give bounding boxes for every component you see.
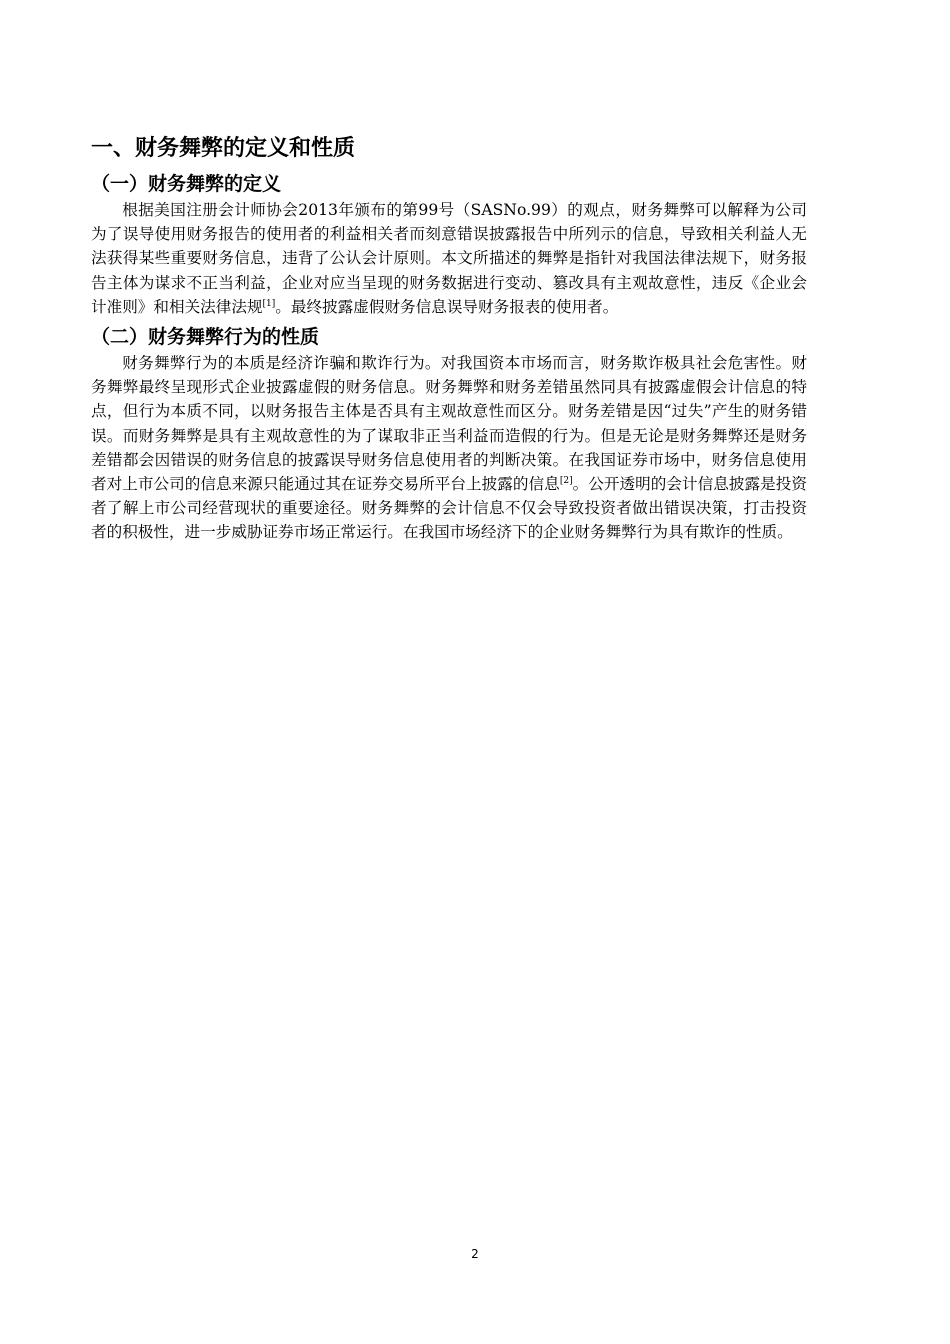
citation-2: [2] (559, 476, 573, 487)
paragraph-nature-tail: 。公开透明的会计信息披露是投资者了解上市公司经营现状的重要途径。财务舞弊的会计信息不仅会导致投资者做出错误决策，打击投资者的积极性，进一步威胁证券市场正常运行。在我国市场经济下的企业财务舞弊行为具有欺诈的性质。 (91, 475, 807, 542)
section-heading-nature: （二）财务舞弊行为的性质 (91, 326, 320, 349)
paragraph-definition-text: 根据美国注册会计师协会2013年颁布的第99号（SASNo.99）的观点，财务舞弊可以解释为公司为了误导使用财务报告的使用者的利益相关者而刻意错误披露报告中所列示的信息，导致相关利益人无法获得某些重要财务信息，违背了公认会计原则。本文所描述的舞弊是指针对我国法律法规下，财务报告主体为谋求不正当利益，企业对应当呈现的财务数据进行变动、篡改具有主观故意性，违反《企业会计准则》和相关法律法规 (91, 201, 807, 316)
chapter-heading: 一、财务舞弊的定义和性质 (91, 136, 356, 161)
citation-1: [1] (262, 298, 276, 309)
document-body (91, 132, 807, 545)
section-heading-definition: （一）财务舞弊的定义 (91, 173, 282, 195)
paragraph-definition (91, 198, 807, 319)
page-number: 2 (471, 1247, 479, 1261)
paragraph-nature-text: 财务舞弊行为的本质是经济诈骗和欺诈行为。对我国资本市场而言，财务欺诈极具社会危害性。财务舞弊最终呈现形式企业披露虚假的财务信息。财务舞弊和财务差错虽然同具有披露虚假会计信息的特点，但行为本质不同，以财务报告主体是否具有主观故意性而区分。财务差错是因“过失”产生的财务错误。而财务舞弊是具有主观故意性的为了谋取非正当利益而造假的行为。但是无论是财务舞弊还是财务差错都会因错误的财务信息的披露误导财务信息使用者的判断决策。在我国证券市场中，财务信息使用者对上市公司的信息来源只能通过其在证券交易所平台上披露的信息 (91, 354, 807, 494)
paragraph-nature (91, 351, 807, 545)
paragraph-definition-tail: 。最终披露虚假财务信息误导财务报表的使用者。 (275, 297, 619, 316)
